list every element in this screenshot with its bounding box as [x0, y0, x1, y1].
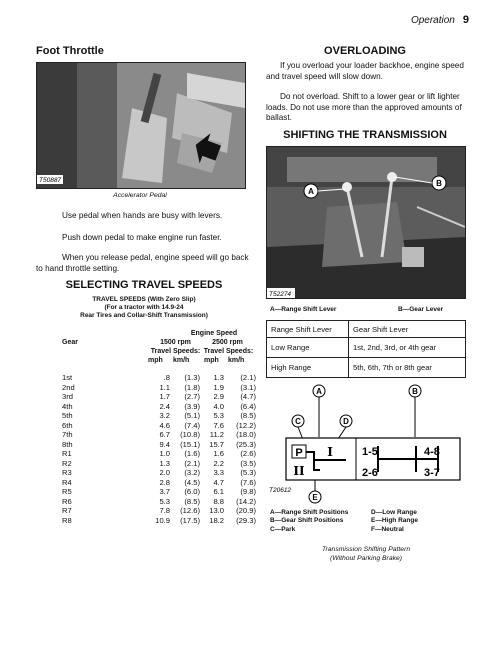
pattern-caption-line-2: (Without Parking Brake) [329, 555, 403, 562]
kmh-1500-cell: (10.8) [180, 430, 200, 439]
kmh-2500-cell: (2.1) [240, 373, 256, 382]
shift-table-low-range: Low Range [267, 338, 349, 358]
mph-2500-cell: 8.8 [213, 496, 224, 506]
accelerator-pedal-photo [36, 62, 246, 189]
kmh-1500-cell: (1.6) [184, 449, 200, 458]
shift-photo-id: T52274 [269, 291, 292, 298]
mph-2500-cell: 1.9 [213, 382, 224, 392]
mph-2500-cell: 11.2 [209, 430, 224, 439]
shifting-title: SHIFTING THE TRANSMISSION [283, 129, 447, 141]
kmh-2500-cell: (7.6) [240, 477, 256, 487]
table-row [62, 430, 256, 440]
kmh-2500-cell: (20.9) [236, 506, 256, 515]
pattern-caption [266, 545, 466, 563]
pattern-legend-right [371, 509, 418, 534]
table-row [62, 459, 256, 469]
engine-speed-header: Engine Speed [190, 330, 238, 337]
gear-3-7: 3-7 [424, 467, 440, 479]
mph-1500-cell: 6.7 [159, 430, 170, 439]
kmh-1500-cell: (3.9) [184, 401, 200, 411]
mph-1500-cell: 7.8 [159, 506, 170, 515]
caption-line-3: Rear Tires and Collar-Shift Transmission) [80, 312, 208, 319]
table-row [62, 411, 256, 421]
kmh-2500-cell: (4.7) [240, 392, 256, 401]
mph-1500-cell: 10.9 [155, 515, 170, 525]
table-row [62, 478, 256, 488]
kmh-2500-cell: (8.5) [240, 411, 256, 420]
mph-1500-cell: .8 [163, 373, 170, 382]
travel-header-1: Travel Speeds: [150, 348, 201, 355]
accelerator-pedal-illustration [37, 63, 245, 188]
mph-2500-cell: 18.2 [209, 515, 224, 525]
mph-2500-cell: 6.1 [213, 487, 224, 496]
kmh-2500-cell: (25.3) [236, 439, 256, 449]
kmh-1500-cell: (1.8) [184, 382, 200, 392]
unit-kmh-1: km/h [173, 357, 190, 364]
gear-cell: R7 [62, 506, 72, 515]
table-row [62, 468, 256, 478]
gear-4-8: 4-8 [424, 446, 440, 458]
caption-line-1: TRAVEL SPEEDS (With Zero Slip) [92, 296, 196, 303]
pattern-label-a: A [316, 387, 322, 396]
table-row [62, 383, 256, 393]
mph-1500-cell: 2.8 [159, 477, 170, 487]
kmh-1500-cell: (6.0) [184, 487, 200, 496]
mph-2500-cell: 4.0 [213, 401, 224, 411]
gear-cell: 7th [62, 430, 73, 439]
gear-cell: 3rd [62, 392, 73, 401]
photo-label-a: A [308, 187, 314, 196]
shift-table-head-range: Range Shift Lever [267, 321, 349, 338]
mph-2500-cell: 3.3 [213, 468, 224, 477]
shift-table-header [267, 321, 466, 338]
gear-header: Gear [62, 339, 78, 346]
kmh-1500-cell: (17.5) [180, 515, 200, 525]
photo-legend-b: B—Gear Lever [398, 306, 444, 313]
roman-two: II [293, 464, 305, 478]
gear-2-6: 2-6 [362, 467, 378, 479]
page-header [411, 14, 469, 26]
throttle-paragraph-3: When you release pedal, engine speed will go back to hand throttle setting. [36, 253, 249, 273]
mph-2500-cell: 1.3 [213, 373, 224, 382]
legend-high-range: E—High Range [371, 517, 418, 525]
mph-2500-cell: 7.6 [213, 420, 224, 430]
shift-table-high-gears: 5th, 6th, 7th or 8th gear [349, 358, 466, 378]
mph-1500-cell: 1.7 [159, 392, 170, 401]
gear-cell: R8 [62, 515, 72, 525]
pattern-legend-left [270, 509, 348, 534]
mph-2500-cell: 2.2 [213, 458, 224, 468]
throttle-paragraph-2: Push down pedal to make engine run faster. [62, 233, 222, 242]
rpm-1500-header: 1500 rpm [160, 339, 191, 346]
mph-1500-cell: 1.3 [159, 458, 170, 468]
gear-cell: 1st [62, 373, 73, 382]
mph-2500-cell: 2.9 [213, 392, 224, 401]
table-row [62, 373, 256, 383]
table-row [62, 506, 256, 516]
travel-speeds-caption [36, 296, 252, 320]
mph-2500-cell: 13.0 [209, 506, 224, 515]
travel-speeds-table [62, 373, 256, 525]
shift-table-high-range: High Range [267, 358, 349, 378]
kmh-1500-cell: (2.1) [184, 458, 200, 468]
kmh-2500-cell: (18.0) [236, 430, 256, 439]
kmh-1500-cell: (4.5) [184, 477, 200, 487]
kmh-1500-cell: (8.5) [184, 496, 200, 506]
table-row [62, 421, 256, 431]
shift-table-low-gears: 1st, 2nd, 3rd, or 4th gear [349, 338, 466, 358]
unit-mph-1: mph [148, 357, 163, 364]
travel-speeds-title: SELECTING TRAVEL SPEEDS [65, 279, 223, 291]
shift-levers-photo [266, 146, 466, 299]
gear-cell: 8th [62, 439, 73, 449]
gear-cell: R3 [62, 468, 72, 477]
kmh-2500-cell: (5.3) [240, 468, 256, 477]
gear-1-5: 1-5 [362, 446, 378, 458]
kmh-2500-cell: (9.8) [240, 487, 256, 496]
table-row [267, 358, 466, 378]
kmh-2500-cell: (2.6) [240, 449, 256, 458]
legend-park: C—Park [270, 525, 296, 533]
table-row [62, 449, 256, 459]
mph-1500-cell: 1.0 [159, 449, 170, 458]
table-row [62, 402, 256, 412]
table-row [62, 516, 256, 526]
throttle-paragraph-1: Use pedal when hands are busy with levers. [62, 211, 223, 220]
gear-cell: R6 [62, 496, 72, 506]
table-row [267, 338, 466, 358]
mph-2500-cell: 4.7 [213, 477, 224, 487]
pattern-label-e: E [312, 493, 318, 502]
kmh-2500-cell: (3.1) [240, 382, 256, 392]
pattern-label-d: D [343, 417, 349, 426]
kmh-1500-cell: (7.4) [184, 420, 200, 430]
kmh-1500-cell: (15.1) [180, 439, 200, 449]
kmh-2500-cell: (29.3) [236, 515, 256, 525]
photo-legend-a: A—Range Shift Lever [270, 306, 337, 313]
photo-label-b: B [436, 179, 442, 188]
gear-cell: 4th [62, 401, 73, 411]
kmh-1500-cell: (2.7) [184, 392, 200, 401]
shift-table-head-gear: Gear Shift Lever [349, 321, 466, 338]
legend-gear-positions: B—Gear Shift Positions [270, 517, 344, 525]
gear-cell: R1 [62, 449, 72, 458]
shift-levers-illustration [267, 147, 465, 298]
shift-lever-table [266, 320, 466, 378]
page-number: 9 [462, 14, 469, 26]
table-row [62, 440, 256, 450]
kmh-2500-cell: (3.5) [240, 458, 256, 468]
unit-kmh-2: km/h [228, 357, 245, 364]
pattern-label-c: C [295, 417, 301, 426]
mph-2500-cell: 1.6 [213, 449, 224, 458]
pattern-label-b: B [412, 387, 418, 396]
gear-cell: 5th [62, 411, 73, 420]
shifting-pattern-diagram [266, 380, 466, 510]
overloading-title: OVERLOADING [324, 45, 406, 57]
mph-1500-cell: 3.7 [159, 487, 170, 496]
kmh-1500-cell: (12.6) [180, 506, 200, 515]
photo-id: T50887 [39, 177, 62, 184]
gear-cell: R5 [62, 487, 72, 496]
kmh-1500-cell: (3.2) [184, 468, 200, 477]
overloading-paragraph-1: If you overload your loader backhoe, engine speed and travel speed will slow down. [266, 61, 464, 81]
legend-low-range: D—Low Range [371, 509, 417, 516]
rpm-2500-header: 2500 rpm [212, 339, 243, 346]
roman-one: I [327, 445, 333, 459]
legend-neutral: F—Neutral [371, 525, 404, 533]
gear-cell: R4 [62, 477, 72, 487]
mph-1500-cell: 2.4 [159, 401, 170, 411]
section-name: Operation [410, 15, 455, 26]
unit-mph-2: mph [204, 357, 219, 364]
table-row [62, 497, 256, 507]
mph-2500-cell: 15.7 [209, 439, 224, 449]
kmh-1500-cell: (5.1) [184, 411, 200, 420]
gear-cell: 2nd [62, 382, 75, 392]
mph-1500-cell: 9.4 [159, 439, 170, 449]
gear-cell: R2 [62, 458, 72, 468]
kmh-2500-cell: (12.2) [236, 420, 256, 430]
gear-cell: 6th [62, 420, 73, 430]
kmh-2500-cell: (6.4) [240, 401, 256, 411]
mph-1500-cell: 3.2 [159, 411, 170, 420]
overloading-paragraph-2: Do not overload. Shift to a lower gear or lift lighter loads. Do not use more than the approved amounts of ballast. [266, 92, 462, 122]
table-row [62, 487, 256, 497]
legend-range-positions: A—Range Shift Positions [270, 509, 349, 516]
pattern-caption-line-1: Transmission Shifting Pattern [321, 546, 411, 553]
mph-1500-cell: 5.3 [159, 496, 170, 506]
travel-header-2: Travel Speeds: [203, 348, 254, 355]
accelerator-caption: Accelerator Pedal [113, 192, 167, 199]
mph-1500-cell: 4.6 [159, 420, 170, 430]
kmh-2500-cell: (14.2) [236, 496, 256, 506]
table-row [62, 392, 256, 402]
foot-throttle-title: Foot Throttle [36, 45, 104, 57]
mph-2500-cell: 5.3 [213, 411, 224, 420]
pattern-image-id: T20612 [269, 487, 292, 494]
mph-1500-cell: 2.0 [159, 468, 170, 477]
park-symbol: P [295, 447, 303, 459]
kmh-1500-cell: (1.3) [184, 373, 200, 382]
caption-line-2: (For a tractor with 14.9-24 [104, 304, 184, 311]
mph-1500-cell: 1.1 [159, 382, 170, 392]
